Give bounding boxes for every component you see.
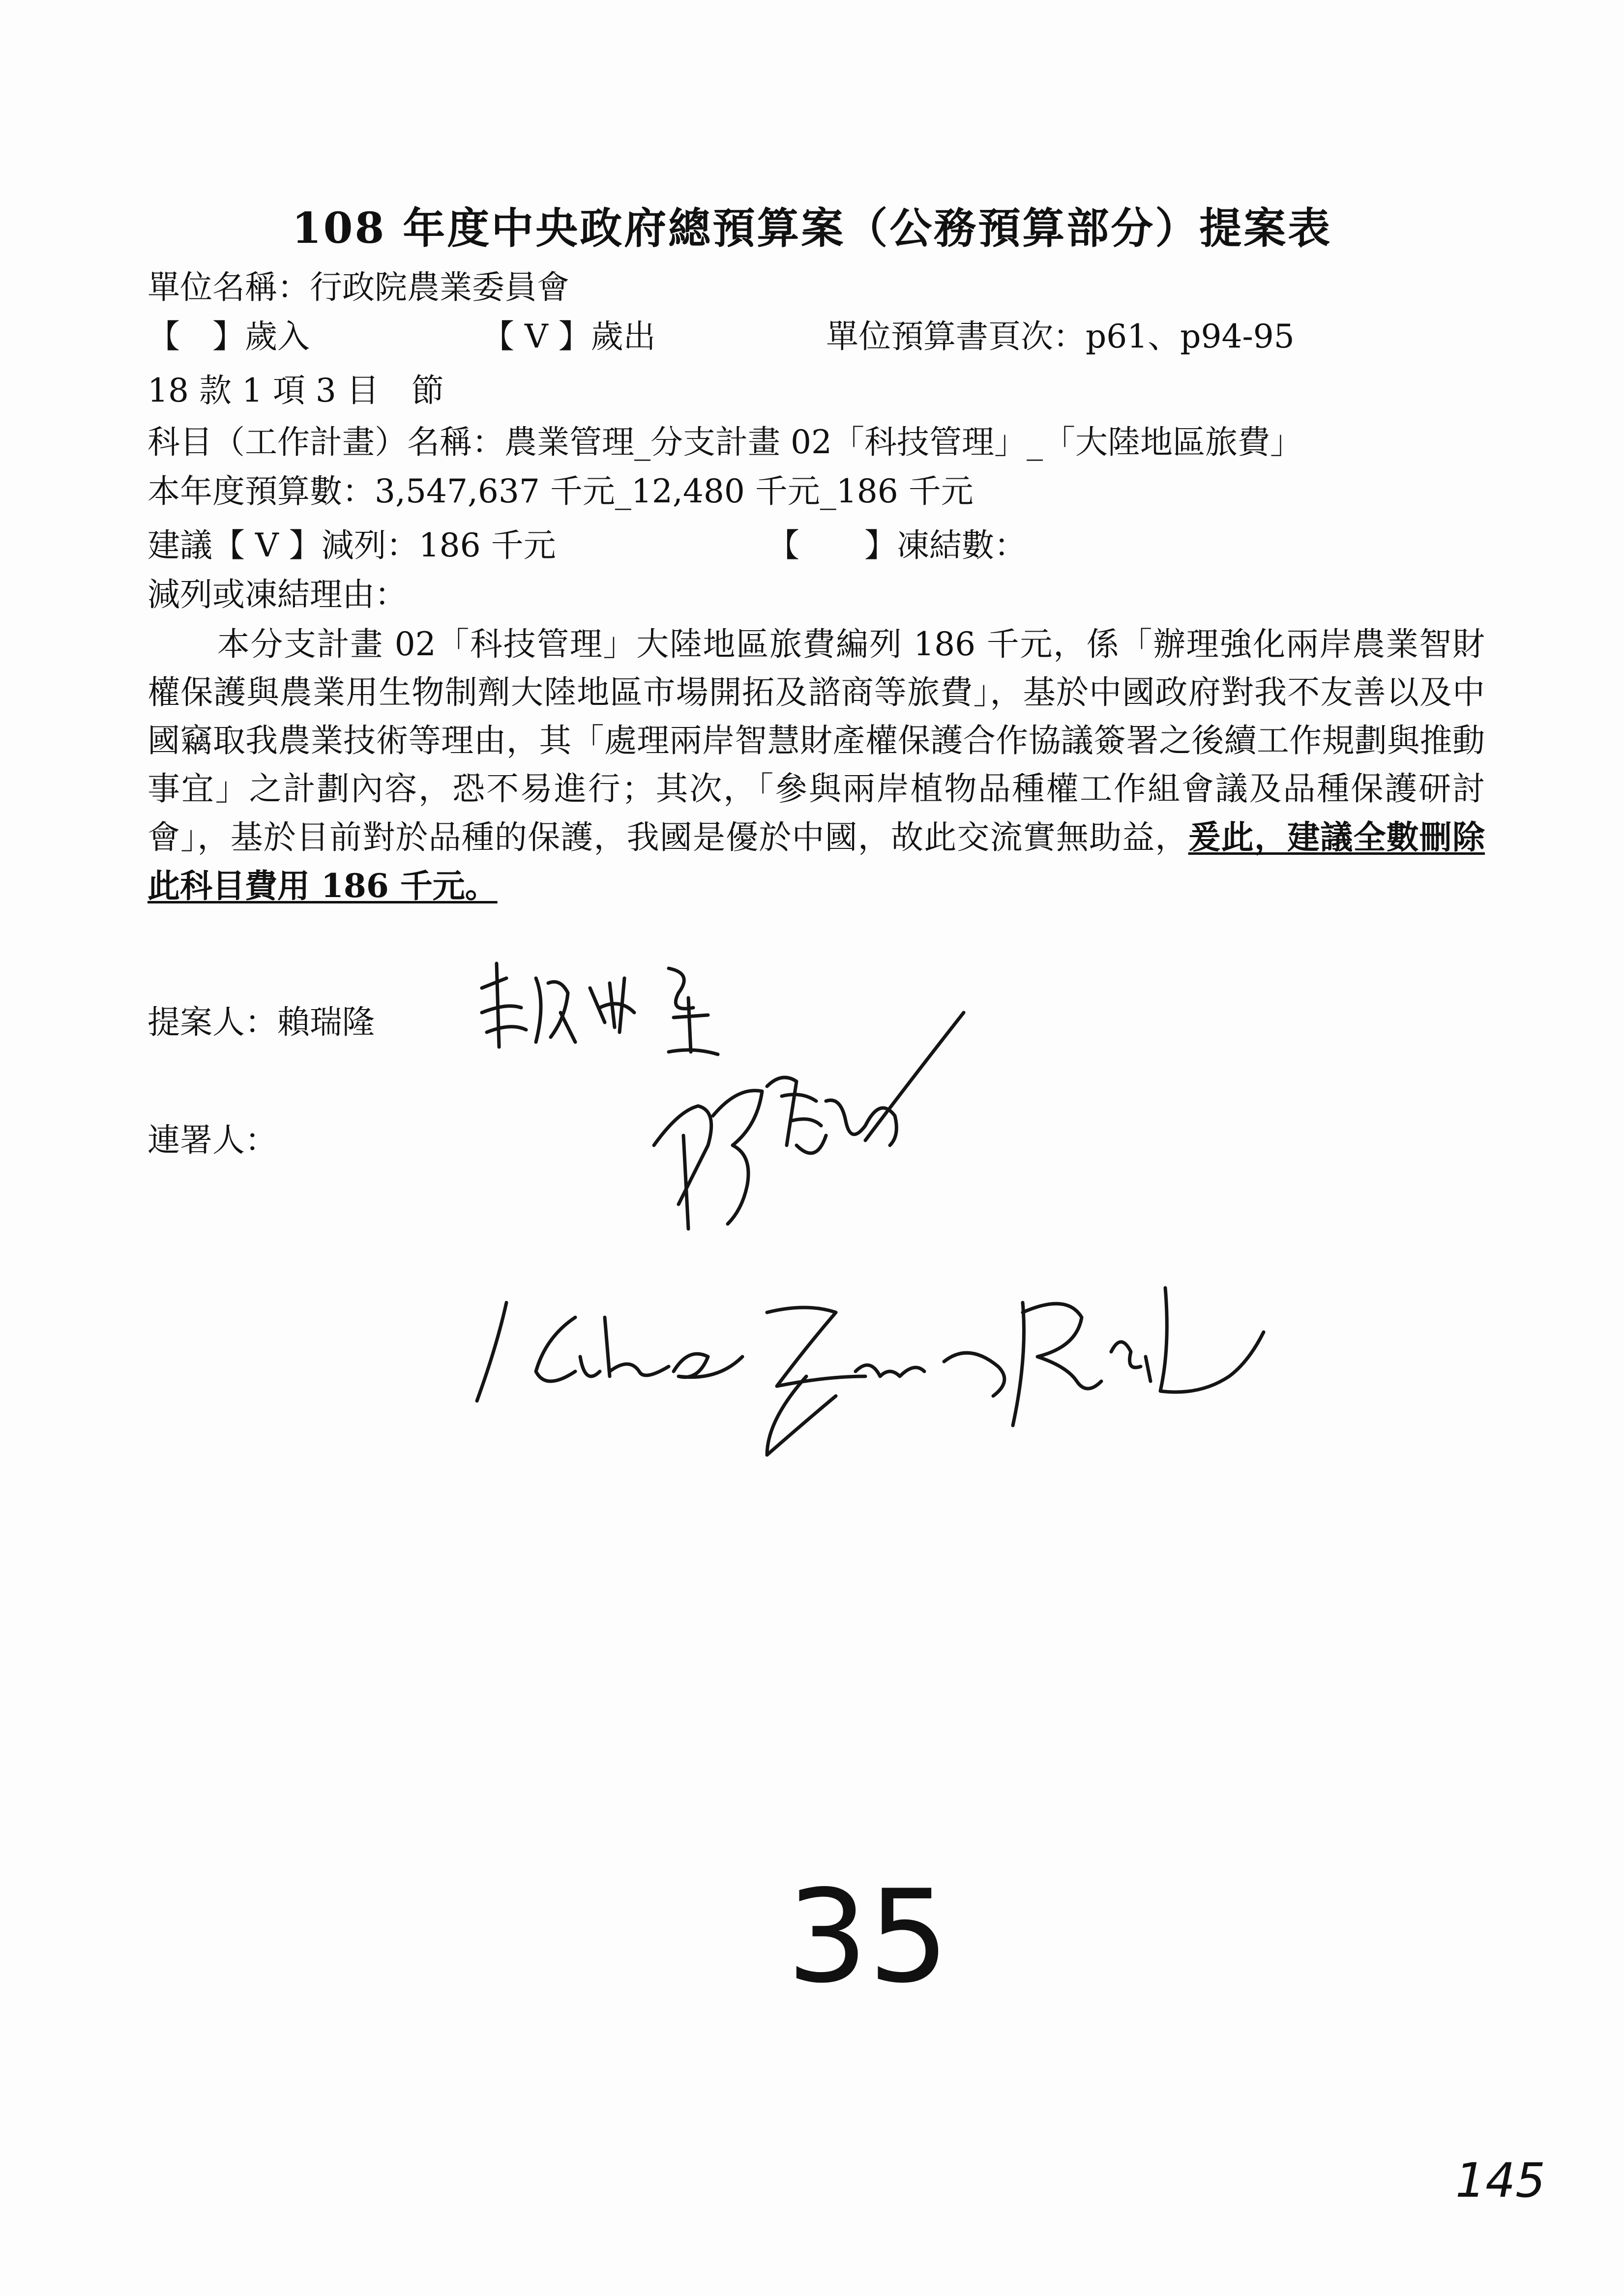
budget-amount-line: 本年度預算數：3,547,637 千元_12,480 千元_186 千元 xyxy=(148,472,974,510)
budget-page-reference: 單位預算書頁次：p61、p94-95 xyxy=(826,318,1295,355)
cosigner-signature-2 xyxy=(462,1258,1436,1494)
freeze-amount-line: 【 】凍結數： xyxy=(767,526,1027,564)
reason-body: 本分支計畫 02「科技管理」大陸地區旅費編列 186 千元，係「辦理強化兩岸農業智財權保護與農業用生物制劑大陸地區市場開拓及諮商等旅費」，基於中國政府對我不友善以及中國竊取我農業技術等理由，其「處理兩岸智慧財產權保護合作協議簽署之後續工作規劃與推動事宜」之計劃內容，恐不易進行；其次，「參與兩岸植物品種權工作組會議及品種保護研討會」，基於目前對於品種的保護，我國是優於中國，故此交流實無助益， xyxy=(148,625,1485,856)
handwritten-page-number: 145 xyxy=(1455,2153,1546,2208)
cosigner-signature-1 xyxy=(634,998,988,1253)
handwritten-number: 35 xyxy=(787,1863,949,2011)
revenue-checkbox-label: 【 】歲入 xyxy=(148,318,310,355)
reason-conclusion: 爰此，建議全數刪除此科目費用 186 千元。 xyxy=(148,818,1485,905)
unit-name-line: 單位名稱：行政院農業委員會 xyxy=(148,268,569,306)
cut-amount-line: 建議【 V 】減列：186 千元 xyxy=(148,526,556,564)
subject-line: 科目（工作計畫）名稱：農業管理_分支計畫 02「科技管理」_「大陸地區旅費」 xyxy=(148,423,1302,461)
cosigner-label: 連署人： xyxy=(148,1121,277,1159)
form-title: 108 年度中央政府總預算案（公務預算部分）提案表 xyxy=(292,203,1332,253)
reason-paragraph xyxy=(148,620,1485,910)
expenditure-checkbox-label: 【 V 】歲出 xyxy=(482,318,656,355)
reason-heading: 減列或凍結理由： xyxy=(148,576,407,613)
section-line: 18 款 1 項 3 目 節 xyxy=(148,372,444,409)
proposer-line: 提案人：賴瑞隆 xyxy=(148,1003,375,1041)
